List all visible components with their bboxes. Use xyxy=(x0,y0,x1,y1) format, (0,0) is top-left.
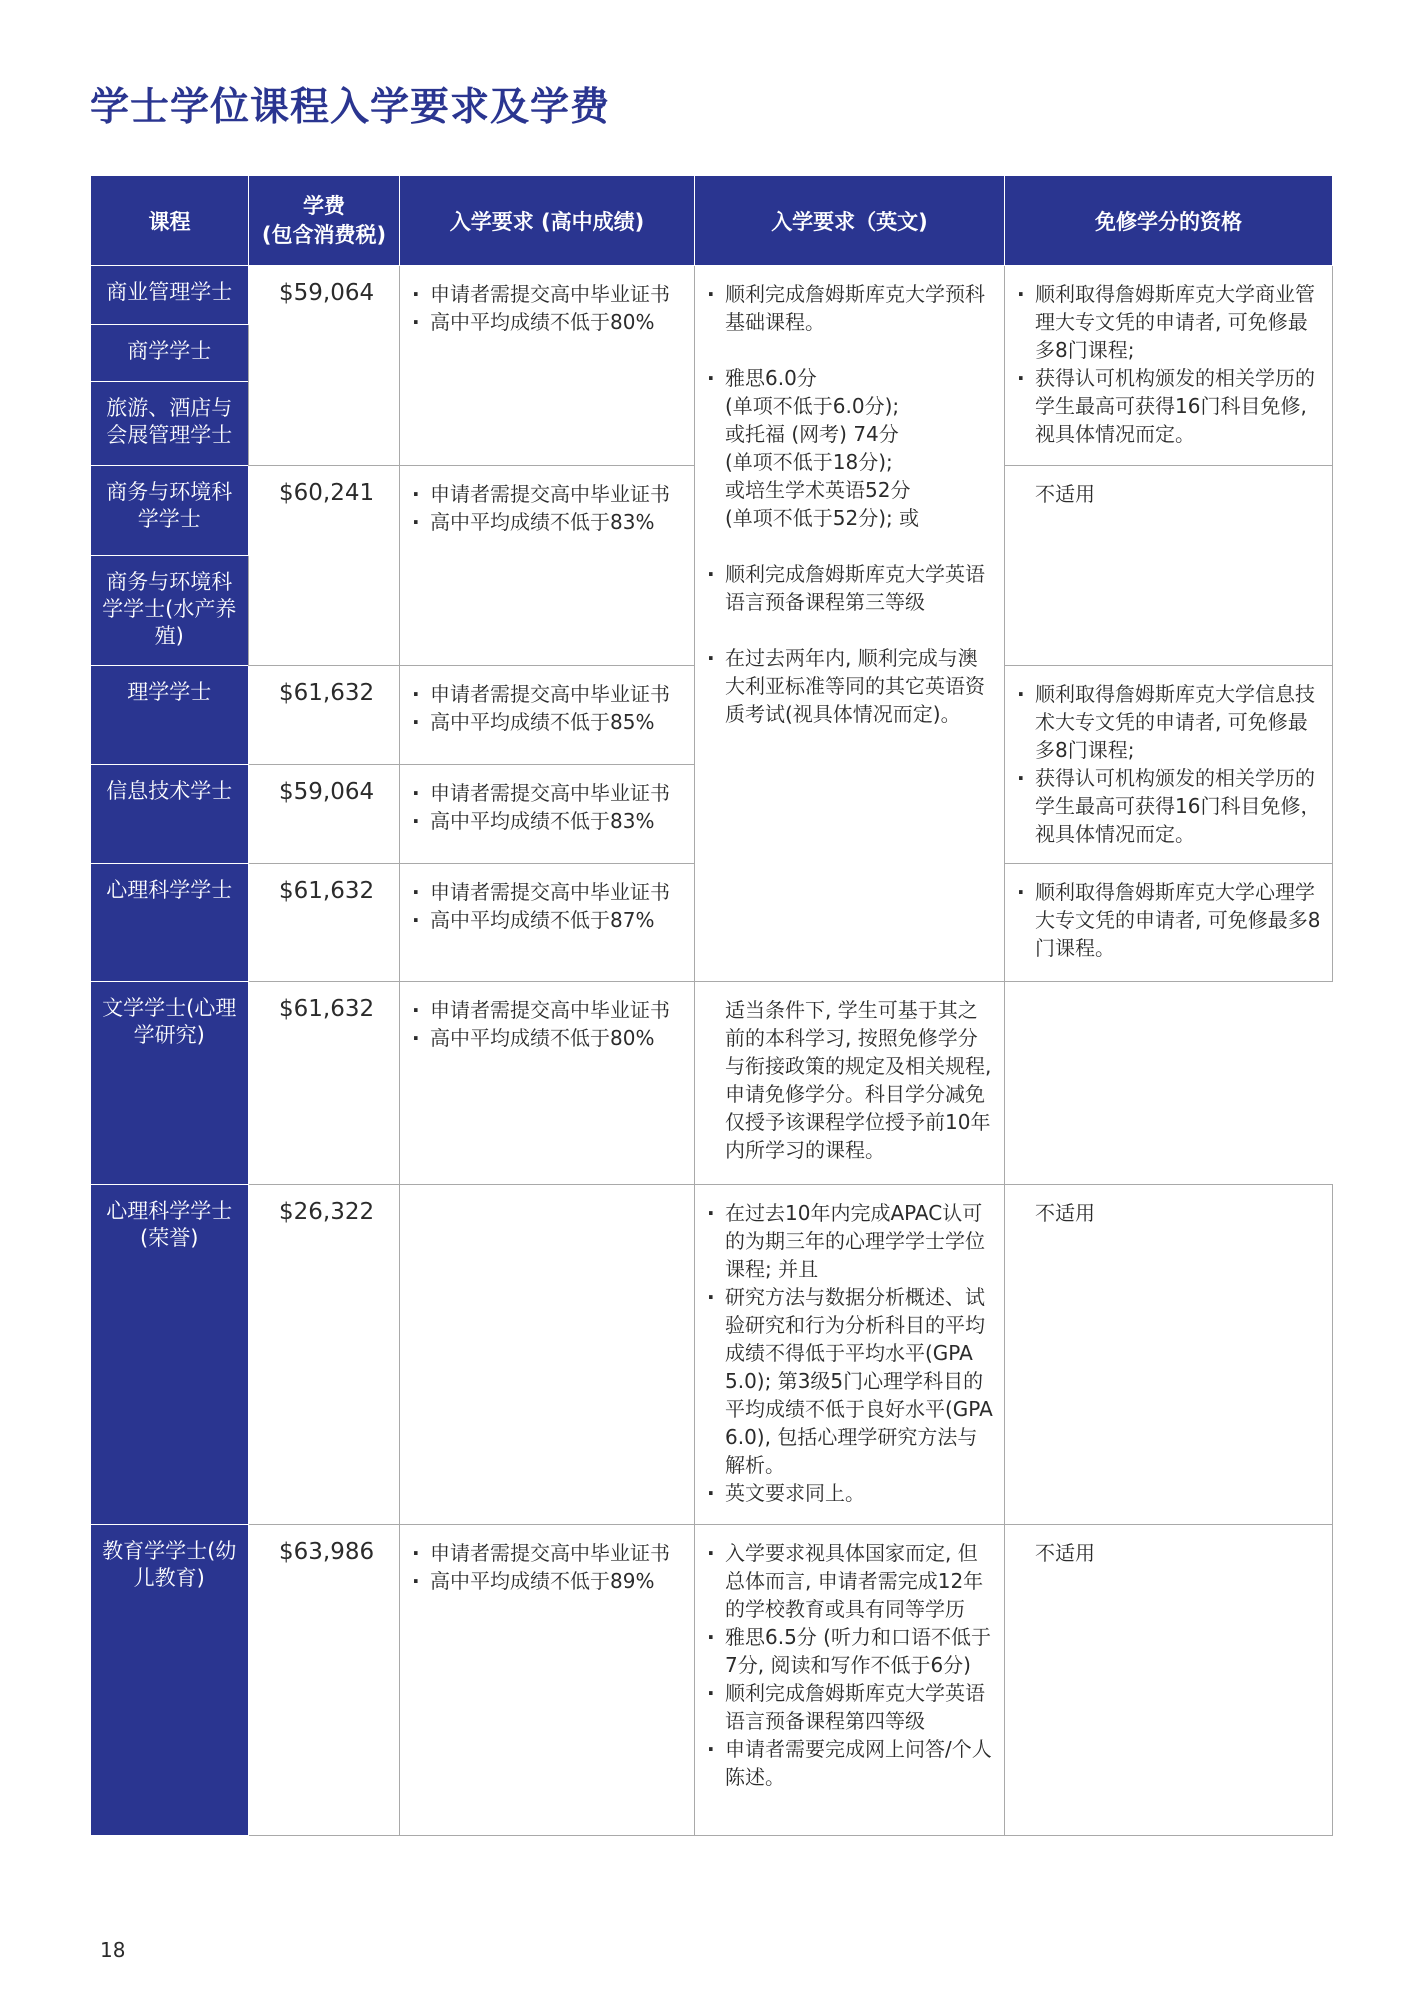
table-row xyxy=(91,1185,1333,1525)
credit-item: · 顺利取得詹姆斯库克大学信息技术大专文凭的申请者, 可免修最多8门课程; xyxy=(1013,680,1324,764)
table-row xyxy=(91,266,1333,325)
hs-req-cell xyxy=(400,1525,695,1836)
fee-cell: $60,241 xyxy=(249,466,400,666)
program-cell: 文学学士(心理学研究) xyxy=(91,982,249,1185)
english-req-item: · 在过去10年内完成APAC认可的为期三年的心理学学士学位课程; 并且 xyxy=(703,1199,996,1283)
english-req-item: · 顺利完成詹姆斯库克大学英语语言预备课程第三等级 xyxy=(703,560,996,616)
program-cell: 商学学士 xyxy=(91,325,249,382)
english-req-cell xyxy=(695,1525,1005,1836)
english-req-item: · 顺利完成詹姆斯库克大学英语语言预备课程第四等级 xyxy=(703,1679,996,1735)
page-number: 18 xyxy=(100,1938,126,1962)
header-credit: 免修学分的资格 xyxy=(1005,176,1333,266)
hs-req-item: · 高中平均成绩不低于83% xyxy=(408,807,686,835)
hs-req-item: · 高中平均成绩不低于89% xyxy=(408,1567,686,1595)
hs-req-item: · 申请者需提交高中毕业证书 xyxy=(408,878,686,906)
credit-cell xyxy=(1005,266,1333,466)
header-req-highschool: 入学要求 (高中成绩) xyxy=(400,176,695,266)
hs-req-cell xyxy=(400,765,695,864)
hs-req-cell xyxy=(400,266,695,466)
hs-req-cell xyxy=(400,466,695,666)
table-header-row xyxy=(91,176,1333,266)
program-cell: 商务与环境科学学士(水产养殖) xyxy=(91,556,249,666)
credit-item: · 顺利取得詹姆斯库克大学心理学大专文凭的申请者, 可免修最多8门课程。 xyxy=(1013,878,1324,962)
english-req-item: · 研究方法与数据分析概述、试验研究和行为分析科目的平均成绩不得低于平均水平(GPA 5.0); 第3级5门心理学科目的平均成绩不低于良好水平(GPA 6.0), 包括心理学研究方法与解析。 xyxy=(703,1283,996,1479)
english-req-item: · 雅思6.0分 xyxy=(703,364,996,392)
english-req-line: (单项不低于18分); xyxy=(725,450,893,474)
credit-cell: 适当条件下, 学生可基于其之前的本科学习, 按照免修学分与衔接政策的规定及相关规程, 申请免修学分。科目学分减免仅授予该课程学位授予前10年内所学习的课程。 xyxy=(695,982,1005,1185)
admission-table xyxy=(90,175,1332,1836)
fee-cell: $59,064 xyxy=(249,266,400,466)
english-req-item: · 在过去两年内, 顺利完成与澳大利亚标准等同的其它英语资质考试(视具体情况而定)。 xyxy=(703,644,996,728)
credit-item: · 顺利取得詹姆斯库克大学商业管理大专文凭的申请者, 可免修最多8门课程; xyxy=(1013,280,1324,364)
credit-cell: 不适用 xyxy=(1005,1525,1333,1836)
english-req-line: 或培生学术英语52分 xyxy=(725,478,911,502)
table-row xyxy=(91,982,1333,1185)
hs-req-item: · 申请者需提交高中毕业证书 xyxy=(408,996,686,1024)
fee-cell: $63,986 xyxy=(249,1525,400,1836)
fee-cell: $59,064 xyxy=(249,765,400,864)
hs-req-item: · 申请者需提交高中毕业证书 xyxy=(408,779,686,807)
hs-req-cell xyxy=(400,1185,695,1525)
header-req-english: 入学要求（英文) xyxy=(695,176,1005,266)
english-req-cell xyxy=(695,1185,1005,1525)
english-req-item: · 雅思6.5分 (听力和口语不低于7分, 阅读和写作不低于6分) xyxy=(703,1623,996,1679)
program-cell: 商业管理学士 xyxy=(91,266,249,325)
english-req-item: · 英文要求同上。 xyxy=(703,1479,996,1507)
hs-req-item: · 高中平均成绩不低于80% xyxy=(408,308,686,336)
english-req-item: · 顺利完成詹姆斯库克大学预科基础课程。 xyxy=(703,280,996,336)
english-req-line: (单项不低于52分); 或 xyxy=(725,506,920,530)
credit-cell xyxy=(1005,666,1333,864)
hs-req-item: · 申请者需提交高中毕业证书 xyxy=(408,680,686,708)
fee-cell: $26,322 xyxy=(249,1185,400,1525)
program-cell: 心理科学学士(荣誉) xyxy=(91,1185,249,1525)
program-cell: 教育学学士(幼儿教育) xyxy=(91,1525,249,1836)
header-course: 课程 xyxy=(91,176,249,266)
english-req-line: 或托福 (网考) 74分 xyxy=(725,422,899,446)
fee-cell: $61,632 xyxy=(249,982,400,1185)
credit-cell: 不适用 xyxy=(1005,1185,1333,1525)
english-req-item: · 入学要求视具体国家而定, 但总体而言, 申请者需完成12年的学校教育或具有同等学历 xyxy=(703,1539,996,1623)
fee-cell: $61,632 xyxy=(249,666,400,765)
hs-req-item: · 高中平均成绩不低于87% xyxy=(408,906,686,934)
fee-cell: $61,632 xyxy=(249,864,400,982)
english-req-line: (单项不低于6.0分); xyxy=(725,394,900,418)
hs-req-cell xyxy=(400,666,695,765)
credit-item: · 获得认可机构颁发的相关学历的学生最高可获得16门科目免修, 视具体情况而定。 xyxy=(1013,364,1324,448)
program-cell: 旅游、酒店与会展管理学士 xyxy=(91,382,249,466)
page-title: 学士学位课程入学要求及学费 xyxy=(90,85,611,130)
credit-item: · 获得认可机构颁发的相关学历的学生最高可获得16门科目免修，视具体情况而定。 xyxy=(1013,764,1324,848)
credit-cell xyxy=(1005,864,1333,982)
hs-req-item: · 高中平均成绩不低于83% xyxy=(408,508,686,536)
hs-req-item: · 高中平均成绩不低于85% xyxy=(408,708,686,736)
header-fee-line1: 学费 xyxy=(303,193,345,218)
credit-cell: 不适用 xyxy=(1005,466,1333,666)
hs-req-item: · 高中平均成绩不低于80% xyxy=(408,1024,686,1052)
program-cell: 信息技术学士 xyxy=(91,765,249,864)
program-cell: 商务与环境科学学士 xyxy=(91,466,249,556)
hs-req-item: · 申请者需提交高中毕业证书 xyxy=(408,280,686,308)
header-fee-line2: (包含消费税) xyxy=(261,222,387,247)
program-cell: 心理科学学士 xyxy=(91,864,249,982)
program-cell: 理学学士 xyxy=(91,666,249,765)
hs-req-item: · 申请者需提交高中毕业证书 xyxy=(408,1539,686,1567)
hs-req-cell xyxy=(400,864,695,982)
hs-req-cell xyxy=(400,982,695,1185)
english-req-item: · 申请者需要完成网上问答/个人陈述。 xyxy=(703,1735,996,1791)
english-req-cell xyxy=(695,266,1005,982)
table-row xyxy=(91,1525,1333,1836)
hs-req-item: · 申请者需提交高中毕业证书 xyxy=(408,480,686,508)
header-fee xyxy=(249,176,400,266)
